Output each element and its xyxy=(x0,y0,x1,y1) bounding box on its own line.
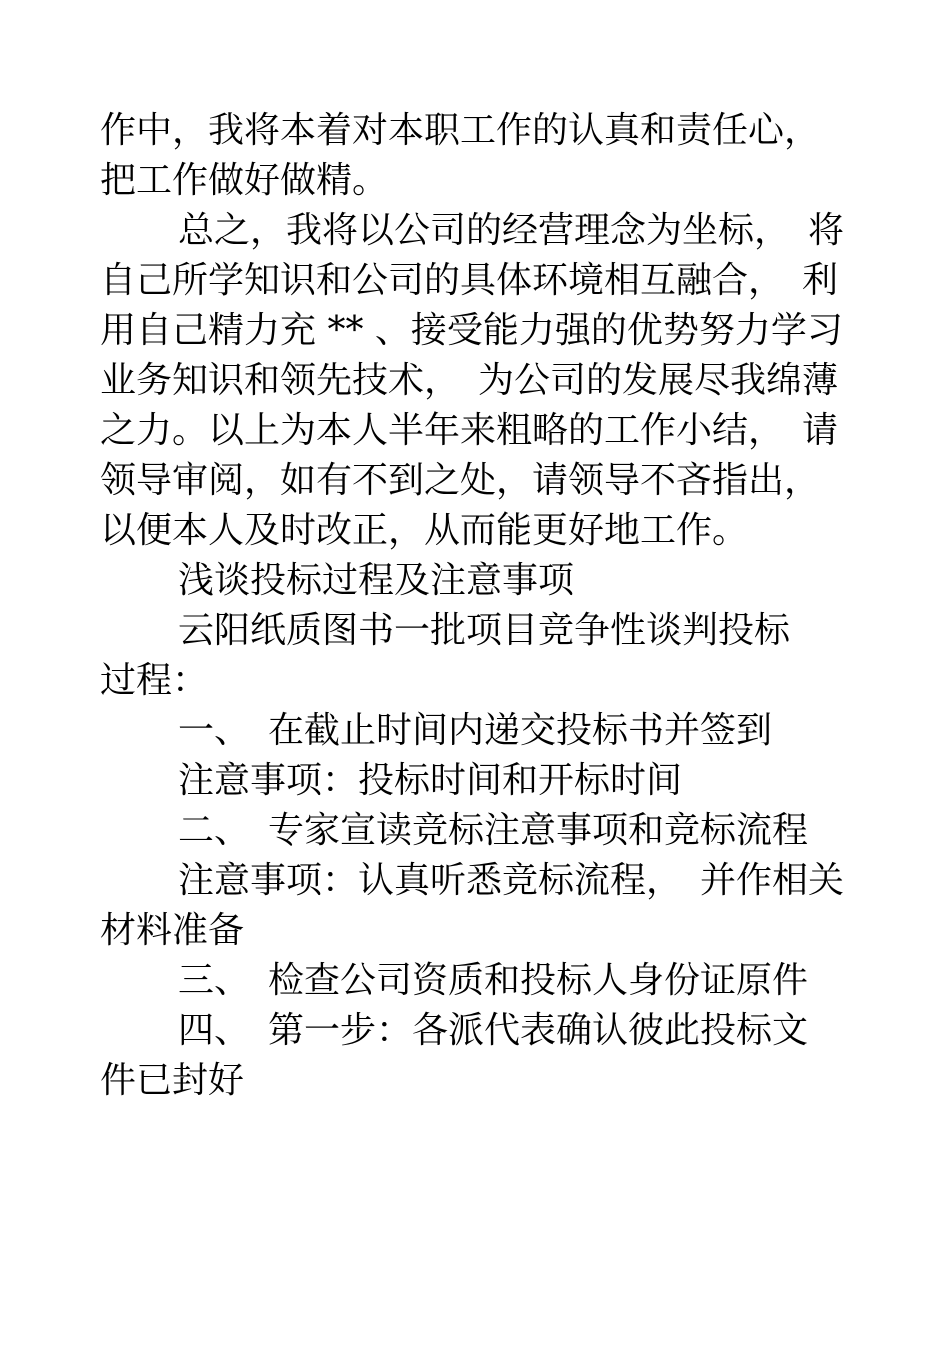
text-line: 总之，我将以公司的经营理念为坐标， 将 xyxy=(178,210,845,251)
text-line: 用自己精力充 ** 、接受能力强的优势努力学习 xyxy=(100,310,843,351)
text-line: 过程： xyxy=(100,660,209,701)
list-item: 二、 专家宣读竞标注意事项和竞标流程 xyxy=(178,810,809,851)
text-line: 件已封好 xyxy=(100,1060,245,1101)
text-line: 之力。以上为本人半年来粗略的工作小结， 请 xyxy=(100,410,839,451)
list-item: 四、 第一步：各派代表确认彼此投标文 xyxy=(178,1010,809,1051)
text-line: 自己所学知识和公司的具体环境相互融合， 利 xyxy=(100,260,839,301)
text-line: 注意事项：投标时间和开标时间 xyxy=(178,760,683,801)
list-item: 三、 检查公司资质和投标人身份证原件 xyxy=(178,960,809,1001)
text-line: 领导审阅，如有不到之处，请领导不吝指出， xyxy=(100,460,821,501)
text-line: 以便本人及时改正，从而能更好地工作。 xyxy=(100,510,749,551)
text-line: 业务知识和领先技术， 为公司的发展尽我绵薄 xyxy=(100,360,839,401)
text-line: 材料准备 xyxy=(100,910,245,951)
text-line: 把工作做好做精。 xyxy=(100,160,389,201)
text-line: 云阳纸质图书一批项目竞争性谈判投标 xyxy=(178,610,791,651)
text-line: 注意事项：认真听悉竞标流程， 并作相关 xyxy=(178,860,845,901)
list-item: 一、 在截止时间内递交投标书并签到 xyxy=(178,710,773,751)
section-heading: 浅谈投标过程及注意事项 xyxy=(178,560,575,601)
text-line: 作中，我将本着对本职工作的认真和责任心， xyxy=(100,110,821,151)
